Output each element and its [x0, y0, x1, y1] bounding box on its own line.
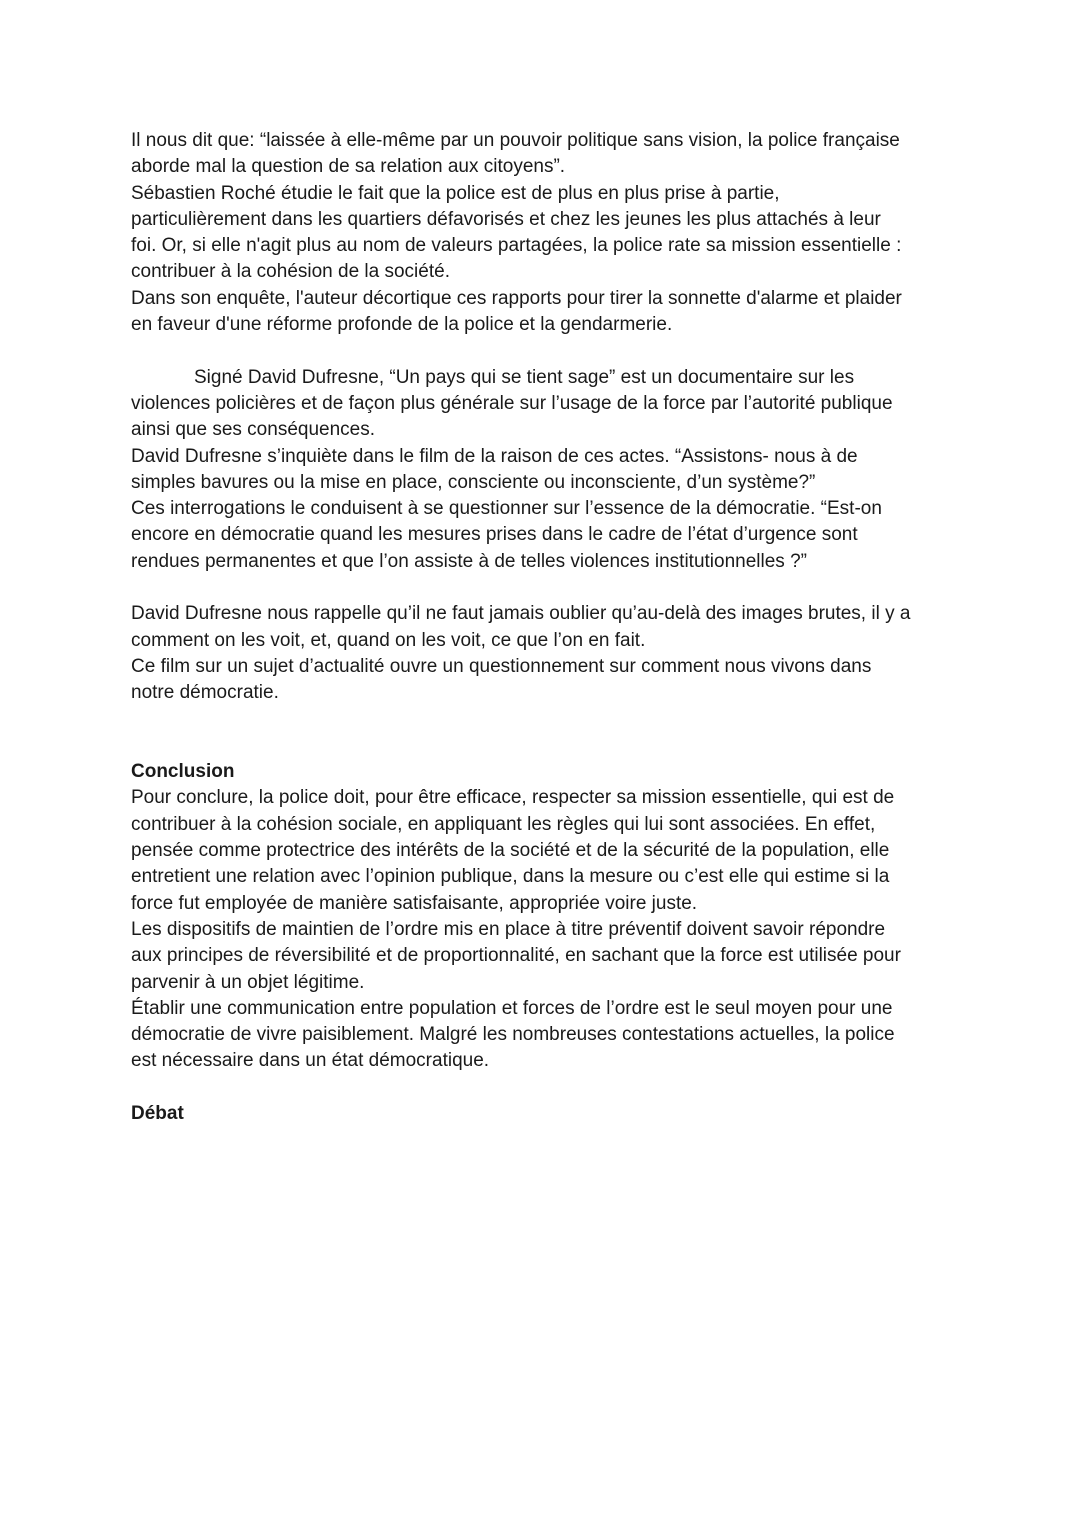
text-line: ainsi que ses conséquences.: [131, 419, 375, 441]
paragraph-dufresne: [131, 365, 961, 575]
text-line: aux principes de réversibilité et de proportionnalité, en sachant que la force est utilisée pour: [131, 945, 901, 967]
text-line: particulièrement dans les quartiers défavorisés et chez les jeunes les plus attachés à leur: [131, 208, 881, 230]
paragraph-rappel: [131, 601, 961, 706]
text-line: violences policières et de façon plus générale sur l’usage de la force par l’autorité publique: [131, 392, 893, 414]
text-line: Ces interrogations le conduisent à se questionner sur l’essence de la démocratie. “Est-on: [131, 498, 882, 520]
text-line: est nécessaire dans un état démocratique.: [131, 1050, 490, 1072]
debat-heading: Débat: [131, 1102, 184, 1124]
text-line: rendues permanentes et que l’on assiste à de telles violences institutionnelles ?”: [131, 550, 807, 572]
section-spacer: [131, 1075, 961, 1101]
text-line: foi. Or, si elle n'agit plus au nom de valeurs partagées, la police rate sa mission essentielle :: [131, 235, 902, 257]
document-page: [131, 128, 961, 1127]
paragraph-spacer: [131, 575, 961, 601]
text-line: simples bavures ou la mise en place, consciente ou inconsciente, d’un système?”: [131, 471, 816, 493]
text-line: contribuer à la cohésion de la société.: [131, 261, 450, 283]
paragraph-roche: [131, 128, 961, 338]
text-line: encore en démocratie quand les mesures prises dans le cadre de l’état d’urgence sont: [131, 524, 858, 546]
text-line: Signé David Dufresne, “Un pays qui se tient sage” est un documentaire sur les: [194, 366, 855, 388]
text-line: comment on les voit, et, quand on les voit, ce que l’on en fait.: [131, 629, 646, 651]
text-line: Sébastien Roché étudie le fait que la police est de plus en plus prise à partie,: [131, 182, 780, 204]
text-line: Pour conclure, la police doit, pour être efficace, respecter sa mission essentielle, qui est de: [131, 787, 895, 809]
text-line: Les dispositifs de maintien de l’ordre mis en place à titre préventif doivent savoir répondre: [131, 918, 886, 940]
text-line: en faveur d'une réforme profonde de la police et la gendarmerie.: [131, 314, 673, 336]
paragraph-spacer: [131, 338, 961, 364]
text-line: aborde mal la question de sa relation aux citoyens”.: [131, 156, 566, 178]
section-spacer: [131, 707, 961, 760]
text-line: Dans son enquête, l'auteur décortique ces rapports pour tirer la sonnette d'alarme et plaider: [131, 287, 902, 309]
text-line: démocratie de vivre paisiblement. Malgré les nombreuses contestations actuelles, la police: [131, 1024, 895, 1046]
text-line: notre démocratie.: [131, 682, 279, 704]
text-line: entretient une relation avec l’opinion publique, dans la mesure ou c’est elle qui estime si la: [131, 866, 890, 888]
debat-section: [131, 1101, 961, 1127]
text-line: contribuer à la cohésion sociale, en appliquant les règles qui lui sont associées. En effet,: [131, 813, 876, 835]
text-line: parvenir à un objet légitime.: [131, 971, 365, 993]
text-line: David Dufresne s’inquiète dans le film de la raison de ces actes. “Assistons- nous à de: [131, 445, 858, 467]
text-line: Établir une communication entre population et forces de l’ordre est le seul moyen pour une: [131, 997, 893, 1019]
text-line: Il nous dit que: “laissée à elle-même par un pouvoir politique sans vision, la police française: [131, 130, 900, 151]
text-line: force fut employée de manière satisfaisante, appropriée voire juste.: [131, 892, 698, 914]
conclusion-section: [131, 759, 961, 1075]
text-line: pensée comme protectrice des intérêts de la société et de la sécurité de la population, elle: [131, 840, 890, 862]
text-line: Ce film sur un sujet d’actualité ouvre un questionnement sur comment nous vivons dans: [131, 655, 872, 677]
text-line: David Dufresne nous rappelle qu’il ne faut jamais oublier qu’au-delà des images brutes, il y a: [131, 603, 911, 625]
conclusion-heading: Conclusion: [131, 761, 235, 783]
